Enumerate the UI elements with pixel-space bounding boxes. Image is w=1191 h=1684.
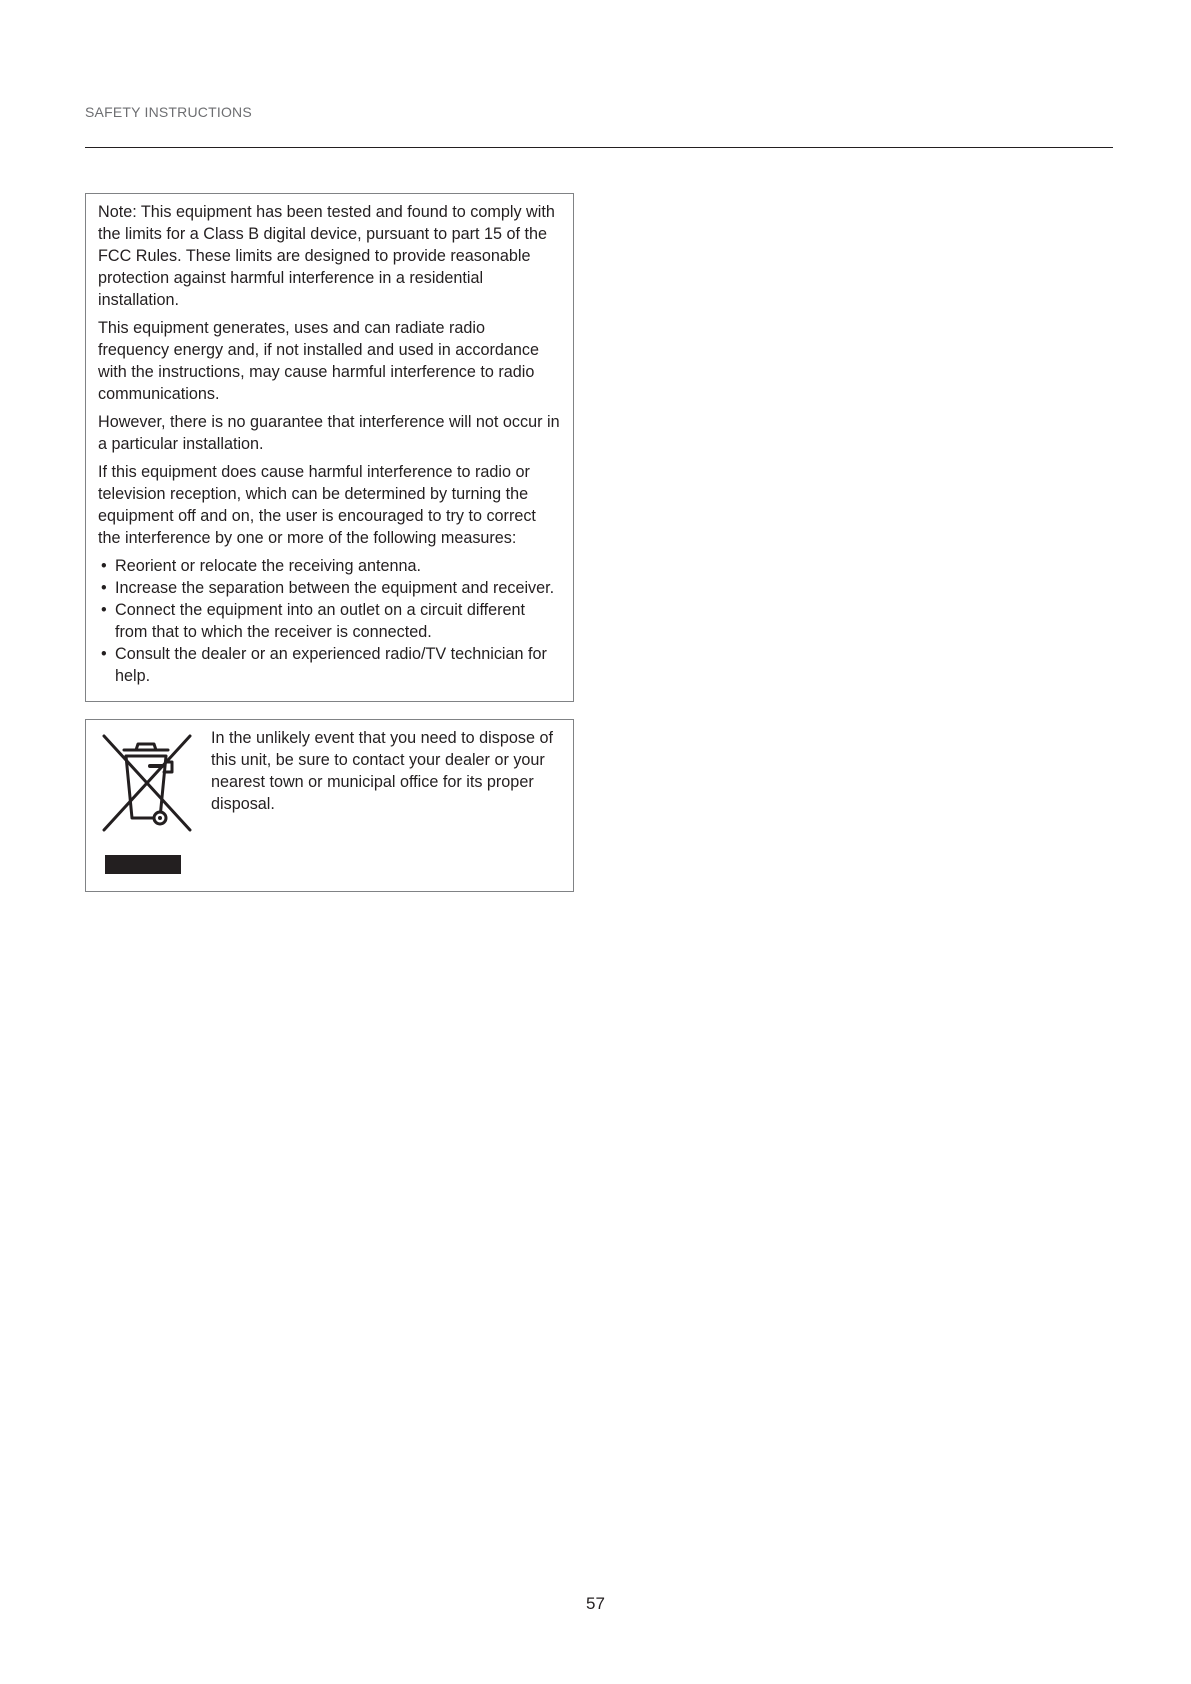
- list-item: • Reorient or relocate the receiving antenna.: [98, 555, 560, 577]
- list-item: • Consult the dealer or an experienced radio/TV technician for help.: [98, 643, 560, 687]
- weee-solid-bar: [105, 855, 181, 874]
- disposal-text: In the unlikely event that you need to dispose of this unit, be sure to contact your dealer or your nearest town or municipal office for its proper disposal.: [211, 729, 553, 813]
- header-divider: [85, 147, 1113, 148]
- crossed-out-wheelie-bin-icon: [96, 732, 196, 832]
- list-item: • Increase the separation between the equipment and receiver.: [98, 577, 560, 599]
- fcc-paragraph-2: This equipment generates, uses and can radiate radio frequency energy and, if not installed and used in accordance with the instructions, may cause harmful interference to radio communications.: [98, 319, 539, 403]
- fcc-paragraph-4: If this equipment does cause harmful interference to radio or television reception, which can be determined by turning the equipment off and on, the user is encouraged to try to correct the interference by one or more of the following measures:: [98, 463, 536, 547]
- disposal-notice-box: [85, 719, 574, 892]
- fcc-notice-box: [85, 193, 574, 702]
- section-header: SAFETY INSTRUCTIONS: [85, 104, 252, 120]
- fcc-paragraph-3: However, there is no guarantee that interference will not occur in a particular installation.: [98, 413, 560, 453]
- page-number: 57: [586, 1594, 605, 1613]
- fcc-paragraph-1: Note: This equipment has been tested and found to comply with the limits for a Class B digital device, pursuant to part 15 of the FCC Rules. These limits are designed to provide reasonable protection against harmful interference in a residential installation.: [98, 203, 555, 309]
- list-item: • Connect the equipment into an outlet on a circuit different from that to which the receiver is connected.: [98, 599, 560, 643]
- interference-measures-list: [98, 555, 560, 687]
